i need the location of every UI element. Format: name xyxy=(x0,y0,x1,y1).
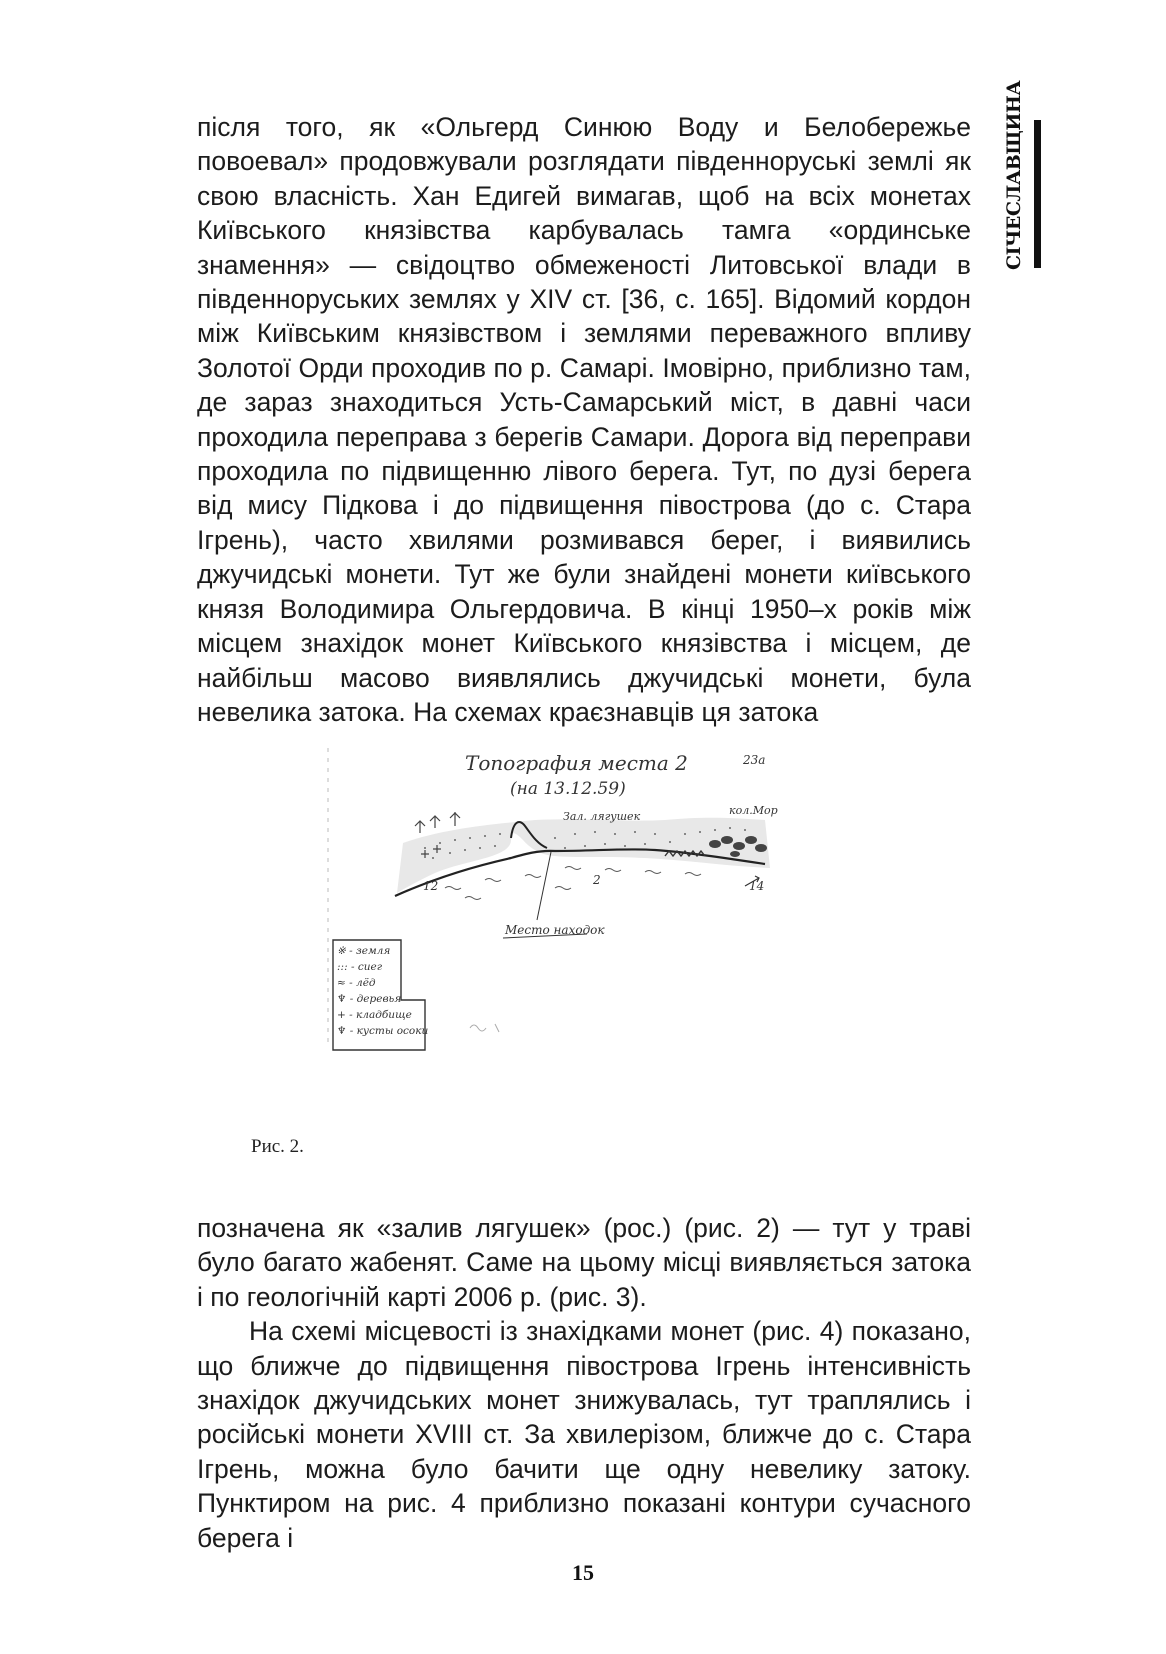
label-corner: кол.Мор xyxy=(729,804,778,817)
water-ripples xyxy=(445,867,701,900)
sketch-page-mark: 23а xyxy=(743,753,766,767)
land-area xyxy=(397,818,770,893)
label-finds-place: Место находок xyxy=(505,923,605,937)
sidebar-rule xyxy=(1034,120,1041,268)
legend-item: ♆ - деревья xyxy=(337,993,402,1005)
figure-hand-drawn-map xyxy=(325,748,805,1120)
figure-caption: Рис. 2. xyxy=(251,1136,304,1157)
body-text-top xyxy=(197,110,971,729)
label-frog-bay: Зал. лягушек xyxy=(563,810,641,823)
sidebar-series-mark xyxy=(1000,80,1044,270)
faint-scribble xyxy=(470,1024,499,1032)
paragraph: На схемі місцевості із знахідками монет (рис. 4) показано, що ближче до підвищення півострова Ігрень інтенсивність знахідок джучидських монет знижувалась, тут траплялись і російські монети XVIII ст. За хвилерізом, ближче до с. Стара Ігрень, можна було бачити ще одну невелику затоку. Пунктиром на рис. 4 приблизно показані контури сучасного берега і xyxy=(197,1316,971,1553)
label-number-mid: 2 xyxy=(593,873,601,887)
legend-item: ♆ - кусты осоки xyxy=(337,1025,429,1037)
legend-item: ≈ - лёд xyxy=(337,977,376,989)
finds-pointer xyxy=(537,852,551,920)
legend-item: ::: - сиег xyxy=(337,961,382,973)
sidebar-series-label: СІЧЕСЛАВЩИНА xyxy=(1003,80,1025,270)
label-number-left: 12 xyxy=(423,879,439,893)
page-number: 15 xyxy=(572,1560,594,1585)
sketch-date: (на 13.12.59) xyxy=(510,779,626,799)
sketch-title: Топография места 2 xyxy=(465,751,688,775)
paragraph: після того, як «Ольгерд Синюю Воду и Белобережье повоевал» продовжували розглядати південноруські землі як свою власність. Хан Едигей вимагав, щоб на всіх монетах Київського князівства карбувалась тамга «ординське знамення» — свідоцтво обмеженості Литовської влади в південноруських землях у XIV ст. [36, с. 165]. Відомий кордон між Київським князівством і землями переважного впливу Золотої Орди проходив по р. Самарі. Імовірно, приблизно там, де зараз знаходиться Усть-Самарський міст, в давні часи проходила переправа з берегів Самари. Дорога від переправи проходила по підвищенню лівого берега. Тут, по дузі берега від мису Підкова і до підвищення півострова (до с. Стара Ігрень), часто хвилями розмивався берег, і виявились джучидські монети. Тут же були знайдені монети київського князя Володимира Ольгердовича. В кінці 1950–х років між місцем знахідок монет Київського князівства і місцем, де найбільш масово виявлялись джучидські монети, була невелика затока. На схемах краєзнавців ця затока xyxy=(197,112,971,727)
paragraph: позначена як «залив лягушек» (рос.) (рис. 2) — тут у траві було багато жабенят. Саме на цьому місці виявляється затока і по геологічній карті 2006 р. (рис. 3). xyxy=(197,1213,971,1312)
body-text-bottom xyxy=(197,1211,971,1555)
legend-item: + - кладбище xyxy=(337,1009,412,1021)
legend-item: ※ - земля xyxy=(337,945,391,957)
label-number-right: 14 xyxy=(749,879,765,893)
map-sketch xyxy=(325,748,805,1120)
